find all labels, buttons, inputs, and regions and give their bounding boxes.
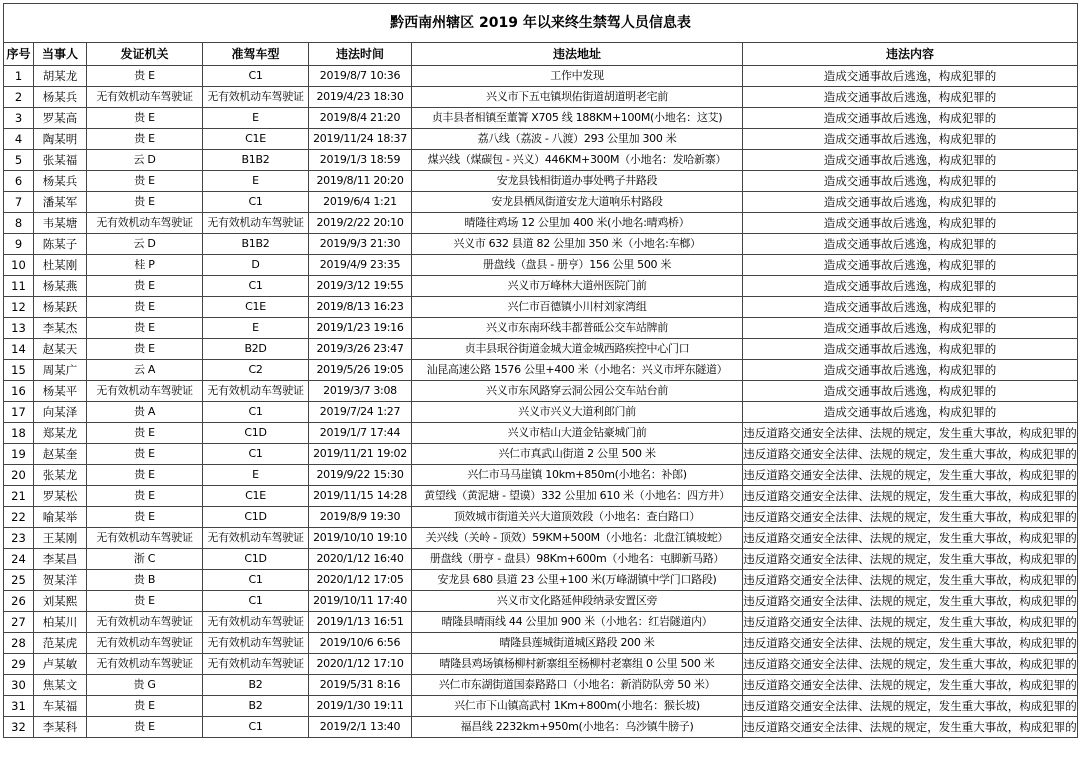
cell-index: 21 [4,486,34,507]
table-row [4,528,1078,549]
cell-violation-time: 2019/1/23 19:16 [309,318,412,339]
cell-vehicle-class: 无有效机动车驾驶证 [203,87,309,108]
cell-party: 郑某龙 [34,423,87,444]
cell-violation-content: 造成交通事故后逃逸，构成犯罪的 [743,108,1078,129]
cell-violation-address: 安龙县 680 县道 23 公里+100 米(万峰湖镇中学门口路段) [412,570,743,591]
cell-violation-address: 册盘线（册亨 - 盘县）98Km+600m（小地名：屯脚新马路） [412,549,743,570]
cell-index: 3 [4,108,34,129]
cell-party: 车某福 [34,696,87,717]
cell-violation-address: 晴隆往鸡场 12 公里加 400 米(小地名:晴鸡桥） [412,213,743,234]
col-header-violation-time: 违法时间 [309,43,412,66]
cell-index: 10 [4,255,34,276]
cell-vehicle-class: C1E [203,297,309,318]
table-row [4,675,1078,696]
cell-violation-content: 违反道路交通安全法律、法规的规定，发生重大事故，构成犯罪的 [743,591,1078,612]
cell-violation-content: 造成交通事故后逃逸，构成犯罪的 [743,234,1078,255]
cell-issuer: 贵 E [87,507,203,528]
cell-violation-content: 造成交通事故后逃逸，构成犯罪的 [743,213,1078,234]
cell-index: 24 [4,549,34,570]
cell-index: 26 [4,591,34,612]
cell-violation-address: 安龙县栖凤街道安龙大道响乐村路段 [412,192,743,213]
cell-violation-time: 2019/7/24 1:27 [309,402,412,423]
cell-issuer: 贵 E [87,66,203,87]
cell-violation-content: 造成交通事故后逃逸，构成犯罪的 [743,276,1078,297]
cell-violation-time: 2020/1/12 16:40 [309,549,412,570]
cell-violation-time: 2019/9/3 21:30 [309,234,412,255]
cell-violation-content: 违反道路交通安全法律、法规的规定，发生重大事故，构成犯罪的 [743,486,1078,507]
cell-issuer: 浙 C [87,549,203,570]
cell-violation-address: 兴仁市下山镇高武村 1Km+800m(小地名：猴长坡) [412,696,743,717]
cell-violation-content: 造成交通事故后逃逸，构成犯罪的 [743,402,1078,423]
table-row [4,444,1078,465]
cell-violation-time: 2019/10/6 6:56 [309,633,412,654]
table-row [4,150,1078,171]
cell-index: 5 [4,150,34,171]
col-header-vehicle-class: 准驾车型 [203,43,309,66]
cell-issuer: 贵 E [87,465,203,486]
table-body [4,66,1078,738]
table-row [4,381,1078,402]
cell-violation-address: 兴仁市真武山街道 2 公里 500 米 [412,444,743,465]
cell-index: 22 [4,507,34,528]
cell-vehicle-class: C1D [203,423,309,444]
cell-index: 7 [4,192,34,213]
cell-index: 4 [4,129,34,150]
cell-issuer: 无有效机动车驾驶证 [87,528,203,549]
cell-index: 11 [4,276,34,297]
cell-issuer: 贵 G [87,675,203,696]
cell-violation-time: 2019/1/7 17:44 [309,423,412,444]
cell-index: 2 [4,87,34,108]
cell-violation-time: 2019/11/21 19:02 [309,444,412,465]
cell-index: 12 [4,297,34,318]
cell-vehicle-class: E [203,108,309,129]
table-row [4,612,1078,633]
cell-violation-content: 造成交通事故后逃逸，构成犯罪的 [743,297,1078,318]
cell-vehicle-class: C1E [203,129,309,150]
table-row [4,276,1078,297]
cell-violation-time: 2019/8/7 10:36 [309,66,412,87]
cell-party: 罗某松 [34,486,87,507]
cell-issuer: 无有效机动车驾驶证 [87,213,203,234]
cell-violation-content: 造成交通事故后逃逸，构成犯罪的 [743,87,1078,108]
cell-vehicle-class: C1 [203,276,309,297]
cell-violation-time: 2020/1/12 17:10 [309,654,412,675]
cell-violation-address: 兴义市桔山大道金钻豪城门前 [412,423,743,444]
cell-index: 15 [4,360,34,381]
cell-issuer: 贵 E [87,717,203,738]
cell-issuer: 贵 A [87,402,203,423]
cell-vehicle-class: 无有效机动车驾驶证 [203,213,309,234]
cell-violation-time: 2019/8/4 21:20 [309,108,412,129]
cell-issuer: 贵 E [87,297,203,318]
cell-violation-time: 2019/6/4 1:21 [309,192,412,213]
cell-vehicle-class: C1 [203,717,309,738]
cell-violation-address: 荔八线（荔波 - 八渡）293 公里加 300 米 [412,129,743,150]
cell-party: 胡某龙 [34,66,87,87]
cell-party: 杨某燕 [34,276,87,297]
cell-violation-address: 汕昆高速公路 1576 公里+400 米（小地名：兴义市坪东隧道） [412,360,743,381]
cell-issuer: 云 D [87,150,203,171]
cell-vehicle-class: C1E [203,486,309,507]
cell-violation-time: 2019/8/13 16:23 [309,297,412,318]
cell-party: 赵某奎 [34,444,87,465]
cell-issuer: 贵 E [87,486,203,507]
cell-vehicle-class: 无有效机动车驾驶证 [203,528,309,549]
cell-violation-address: 晴隆县莲城街道城区路段 200 米 [412,633,743,654]
cell-party: 向某泽 [34,402,87,423]
cell-index: 27 [4,612,34,633]
cell-violation-content: 造成交通事故后逃逸，构成犯罪的 [743,255,1078,276]
cell-party: 赵某天 [34,339,87,360]
cell-violation-content: 违反道路交通安全法律、法规的规定，发生重大事故，构成犯罪的 [743,528,1078,549]
cell-violation-time: 2019/3/26 23:47 [309,339,412,360]
table-row [4,66,1078,87]
cell-violation-time: 2019/11/24 18:37 [309,129,412,150]
cell-index: 14 [4,339,34,360]
cell-violation-content: 违反道路交通安全法律、法规的规定，发生重大事故，构成犯罪的 [743,675,1078,696]
cell-vehicle-class: B1B2 [203,234,309,255]
cell-violation-time: 2019/8/11 20:20 [309,171,412,192]
table-row [4,549,1078,570]
cell-violation-address: 兴义市文化路延伸段纳录安置区旁 [412,591,743,612]
cell-violation-address: 兴义市万峰林大道州医院门前 [412,276,743,297]
cell-violation-content: 违反道路交通安全法律、法规的规定，发生重大事故，构成犯罪的 [743,717,1078,738]
cell-party: 杜某刚 [34,255,87,276]
cell-party: 王某刚 [34,528,87,549]
cell-violation-time: 2019/8/9 19:30 [309,507,412,528]
cell-index: 8 [4,213,34,234]
cell-issuer: 贵 E [87,591,203,612]
table-row [4,486,1078,507]
cell-issuer: 桂 P [87,255,203,276]
cell-vehicle-class: E [203,465,309,486]
cell-issuer: 无有效机动车驾驶证 [87,612,203,633]
cell-party: 杨某兵 [34,87,87,108]
cell-vehicle-class: 无有效机动车驾驶证 [203,612,309,633]
cell-vehicle-class: E [203,171,309,192]
table-row [4,360,1078,381]
table-row [4,696,1078,717]
cell-violation-address: 顶效城市街道关兴大道顶效段（小地名：查白路口） [412,507,743,528]
cell-issuer: 贵 E [87,444,203,465]
cell-issuer: 贵 E [87,171,203,192]
cell-index: 17 [4,402,34,423]
cell-violation-time: 2019/1/13 16:51 [309,612,412,633]
cell-issuer: 无有效机动车驾驶证 [87,654,203,675]
cell-party: 潘某军 [34,192,87,213]
table-row [4,213,1078,234]
cell-party: 范某虎 [34,633,87,654]
cell-violation-time: 2019/1/30 19:11 [309,696,412,717]
cell-vehicle-class: C1D [203,507,309,528]
table-row [4,234,1078,255]
cell-violation-address: 贞丰县珉谷街道金城大道金城西路疾控中心门口 [412,339,743,360]
cell-issuer: 贵 E [87,276,203,297]
cell-violation-address: 兴义市东南环线丰都普砥公交车站牌前 [412,318,743,339]
cell-violation-time: 2019/2/22 20:10 [309,213,412,234]
cell-index: 29 [4,654,34,675]
cell-violation-content: 违反道路交通安全法律、法规的规定，发生重大事故，构成犯罪的 [743,423,1078,444]
cell-violation-time: 2019/5/31 8:16 [309,675,412,696]
cell-index: 28 [4,633,34,654]
cell-party: 杨某跃 [34,297,87,318]
cell-vehicle-class: C1 [203,444,309,465]
table-row [4,318,1078,339]
table-row [4,192,1078,213]
cell-party: 李某杰 [34,318,87,339]
cell-violation-time: 2019/3/12 19:55 [309,276,412,297]
cell-vehicle-class: E [203,318,309,339]
cell-issuer: 贵 E [87,108,203,129]
cell-violation-address: 工作中发现 [412,66,743,87]
cell-issuer: 云 A [87,360,203,381]
cell-violation-address: 晴隆县晴雨线 44 公里加 900 米（小地名：红岩隧道内） [412,612,743,633]
cell-vehicle-class: B2D [203,339,309,360]
cell-violation-address: 关兴线（关岭 - 顶效）59KM+500M（小地名：北盘江镇坡蛇） [412,528,743,549]
cell-issuer: 无有效机动车驾驶证 [87,381,203,402]
cell-violation-content: 违反道路交通安全法律、法规的规定，发生重大事故，构成犯罪的 [743,570,1078,591]
cell-index: 31 [4,696,34,717]
cell-violation-content: 造成交通事故后逃逸，构成犯罪的 [743,129,1078,150]
cell-index: 32 [4,717,34,738]
cell-party: 杨某兵 [34,171,87,192]
table-row [4,108,1078,129]
table-row [4,171,1078,192]
cell-violation-content: 造成交通事故后逃逸，构成犯罪的 [743,66,1078,87]
cell-vehicle-class: D [203,255,309,276]
cell-vehicle-class: C1D [203,549,309,570]
cell-party: 李某科 [34,717,87,738]
cell-vehicle-class: C2 [203,360,309,381]
cell-violation-content: 违反道路交通安全法律、法规的规定，发生重大事故，构成犯罪的 [743,696,1078,717]
cell-violation-time: 2019/4/23 18:30 [309,87,412,108]
cell-party: 柏某川 [34,612,87,633]
cell-violation-time: 2019/10/10 19:10 [309,528,412,549]
table-row [4,591,1078,612]
cell-index: 20 [4,465,34,486]
ban-table [3,3,1078,738]
cell-vehicle-class: C1 [203,192,309,213]
table-title: 黔西南州辖区 2019 年以来终生禁驾人员信息表 [4,4,1078,43]
cell-violation-time: 2019/4/9 23:35 [309,255,412,276]
cell-issuer: 无有效机动车驾驶证 [87,633,203,654]
cell-vehicle-class: B2 [203,675,309,696]
cell-index: 13 [4,318,34,339]
cell-issuer: 贵 E [87,129,203,150]
cell-violation-address: 煤兴线（煤碳包 - 兴义）446KM+300M（小地名：发哈新寨） [412,150,743,171]
cell-issuer: 贵 E [87,339,203,360]
table-row [4,402,1078,423]
table-row [4,87,1078,108]
cell-violation-content: 造成交通事故后逃逸，构成犯罪的 [743,318,1078,339]
cell-issuer: 云 D [87,234,203,255]
cell-issuer: 贵 E [87,423,203,444]
cell-index: 30 [4,675,34,696]
cell-party: 焦某文 [34,675,87,696]
table-row [4,465,1078,486]
cell-violation-content: 造成交通事故后逃逸，构成犯罪的 [743,339,1078,360]
cell-violation-content: 违反道路交通安全法律、法规的规定，发生重大事故，构成犯罪的 [743,465,1078,486]
col-header-party: 当事人 [34,43,87,66]
cell-party: 韦某塘 [34,213,87,234]
cell-violation-content: 违反道路交通安全法律、法规的规定，发生重大事故，构成犯罪的 [743,507,1078,528]
cell-violation-content: 违反道路交通安全法律、法规的规定，发生重大事故，构成犯罪的 [743,612,1078,633]
cell-issuer: 无有效机动车驾驶证 [87,87,203,108]
cell-party: 陈某子 [34,234,87,255]
cell-violation-address: 兴仁市东湖街道国泰路路口（小地名：新消防队旁 50 米） [412,675,743,696]
cell-party: 罗某高 [34,108,87,129]
cell-violation-content: 违反道路交通安全法律、法规的规定，发生重大事故，构成犯罪的 [743,444,1078,465]
cell-violation-address: 兴义市东风路穿云洞公园公交车站台前 [412,381,743,402]
cell-issuer: 贵 E [87,696,203,717]
cell-party: 周某广 [34,360,87,381]
driving-ban-sheet [3,3,1077,738]
table-row [4,297,1078,318]
cell-violation-address: 晴隆县鸡场镇杨柳村新寨组至杨柳村老寨组 0 公里 500 米 [412,654,743,675]
cell-violation-time: 2019/2/1 13:40 [309,717,412,738]
table-row [4,423,1078,444]
cell-violation-content: 造成交通事故后逃逸，构成犯罪的 [743,150,1078,171]
table-row [4,654,1078,675]
cell-party: 张某龙 [34,465,87,486]
cell-index: 25 [4,570,34,591]
cell-violation-address: 兴义市 632 县道 82 公里加 350 米（小地名:车榔） [412,234,743,255]
table-row [4,570,1078,591]
col-header-index: 序号 [4,43,34,66]
cell-vehicle-class: C1 [203,570,309,591]
cell-index: 1 [4,66,34,87]
cell-violation-content: 造成交通事故后逃逸，构成犯罪的 [743,360,1078,381]
cell-vehicle-class: C1 [203,591,309,612]
cell-party: 张某福 [34,150,87,171]
cell-violation-content: 违反道路交通安全法律、法规的规定，发生重大事故，构成犯罪的 [743,654,1078,675]
table-row [4,255,1078,276]
cell-party: 刘某熙 [34,591,87,612]
col-header-violation-address: 违法地址 [412,43,743,66]
header-row [4,43,1078,66]
cell-party: 陶某明 [34,129,87,150]
cell-violation-content: 违反道路交通安全法律、法规的规定，发生重大事故，构成犯罪的 [743,549,1078,570]
cell-party: 贺某洋 [34,570,87,591]
cell-violation-time: 2019/11/15 14:28 [309,486,412,507]
cell-vehicle-class: 无有效机动车驾驶证 [203,381,309,402]
cell-violation-address: 册盘线（盘县 - 册亨）156 公里 500 米 [412,255,743,276]
cell-party: 李某昌 [34,549,87,570]
col-header-violation-content: 违法内容 [743,43,1078,66]
cell-vehicle-class: B1B2 [203,150,309,171]
cell-violation-address: 安龙县钱相街道办事处鸭子井路段 [412,171,743,192]
cell-party: 卢某敏 [34,654,87,675]
cell-vehicle-class: 无有效机动车驾驶证 [203,633,309,654]
table-row [4,507,1078,528]
cell-violation-content: 造成交通事故后逃逸，构成犯罪的 [743,192,1078,213]
cell-index: 18 [4,423,34,444]
cell-violation-content: 违反道路交通安全法律、法规的规定，发生重大事故，构成犯罪的 [743,633,1078,654]
cell-vehicle-class: B2 [203,696,309,717]
cell-violation-address: 黄望线（黄泥塘 - 望谟）332 公里加 610 米（小地名：四方井） [412,486,743,507]
table-row [4,339,1078,360]
cell-violation-time: 2020/1/12 17:05 [309,570,412,591]
cell-violation-address: 贞丰县者相镇至董箐 X705 线 188KM+100M(小地名：这艾) [412,108,743,129]
cell-index: 16 [4,381,34,402]
cell-index: 6 [4,171,34,192]
cell-issuer: 贵 E [87,318,203,339]
cell-index: 19 [4,444,34,465]
table-row [4,717,1078,738]
cell-issuer: 贵 E [87,192,203,213]
cell-violation-time: 2019/1/3 18:59 [309,150,412,171]
cell-party: 喻某举 [34,507,87,528]
cell-violation-content: 造成交通事故后逃逸，构成犯罪的 [743,381,1078,402]
cell-violation-address: 兴仁市百德镇小川村刘家湾组 [412,297,743,318]
cell-vehicle-class: C1 [203,402,309,423]
cell-violation-address: 兴义市兴义大道利郎门前 [412,402,743,423]
cell-violation-address: 福昌线 2232km+950m(小地名：乌沙镇牛膀子) [412,717,743,738]
col-header-issuer: 发证机关 [87,43,203,66]
cell-violation-address: 兴仁市马马崖镇 10km+850m(小地名：补郎) [412,465,743,486]
cell-violation-address: 兴义市下五屯镇坝佑街道胡道明老宅前 [412,87,743,108]
cell-party: 杨某平 [34,381,87,402]
cell-issuer: 贵 B [87,570,203,591]
cell-index: 23 [4,528,34,549]
cell-violation-time: 2019/9/22 15:30 [309,465,412,486]
cell-vehicle-class: 无有效机动车驾驶证 [203,654,309,675]
cell-violation-content: 造成交通事故后逃逸，构成犯罪的 [743,171,1078,192]
cell-violation-time: 2019/5/26 19:05 [309,360,412,381]
cell-violation-time: 2019/10/11 17:40 [309,591,412,612]
table-row [4,633,1078,654]
cell-violation-time: 2019/3/7 3:08 [309,381,412,402]
cell-index: 9 [4,234,34,255]
cell-vehicle-class: C1 [203,66,309,87]
table-row [4,129,1078,150]
